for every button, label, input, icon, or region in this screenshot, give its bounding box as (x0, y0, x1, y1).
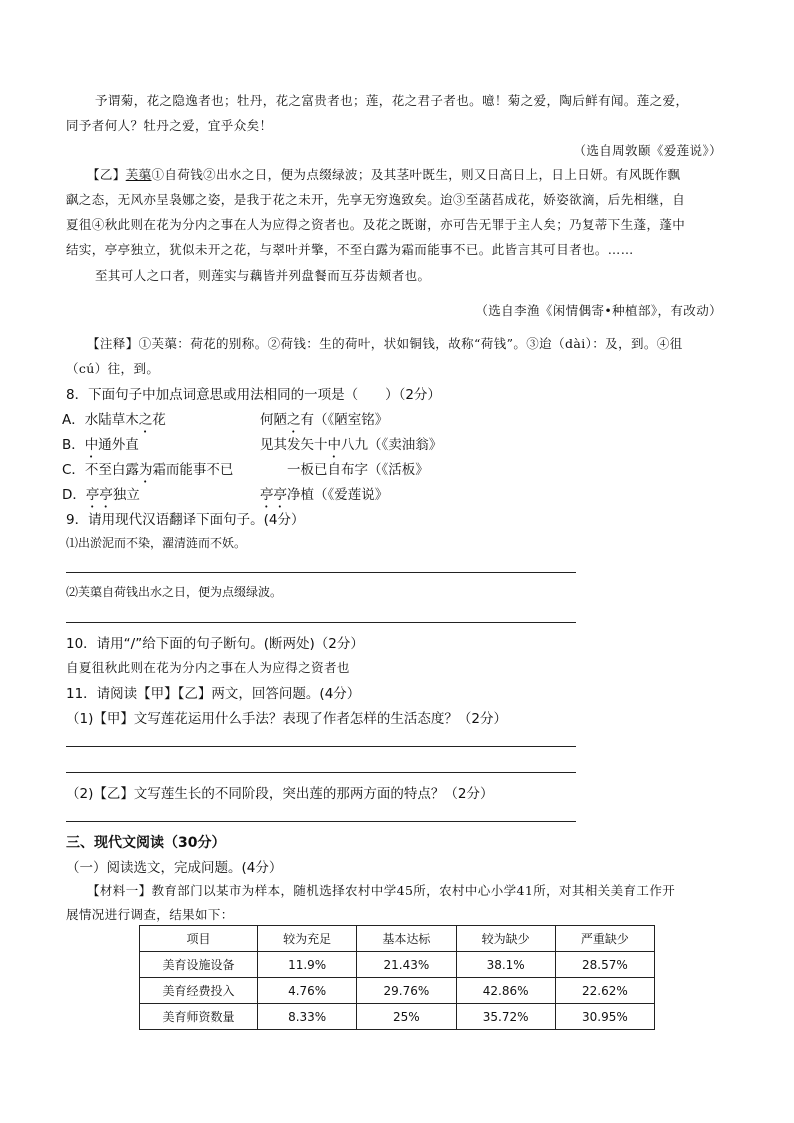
section3-title: 三、现代文阅读（30分） (66, 835, 226, 851)
table-cell: 21.43% (357, 952, 456, 978)
table-header: 基本达标 (357, 926, 456, 952)
table-header-row (140, 926, 655, 952)
q8-stem: 8．下面句子中加点词意思或用法相同的一项是（ ）（2分） (66, 387, 441, 403)
table-cell: 25% (357, 1004, 456, 1030)
q8-option-b-left: B．中通外直 (62, 437, 139, 453)
table-cell: 8.33% (258, 1004, 357, 1030)
yi-text-line1 (87, 165, 680, 183)
table-row (140, 978, 655, 1004)
q8-option-c-right: 一板已自布字（《活板》 (287, 462, 429, 478)
table-cell: 28.57% (555, 952, 654, 978)
q9-sentence1: ⑴出淤泥而不染，濯清涟而不妖。 (66, 536, 247, 550)
yi-text-line2: 飖之态，无风亦呈袅娜之姿，是我于花之未开，先享无穷逸致矣。迨③至菡萏成花，娇姿欲滴，后先相继，自 (66, 192, 686, 207)
survey-table (139, 925, 655, 1030)
jia-text-line1: 予谓菊，花之隐逸者也；牡丹，花之富贵者也；莲，花之君子者也。噫！菊之爱，陶后鲜有闻。莲之爱， (95, 93, 689, 108)
yi-label: 【乙】 (87, 167, 126, 182)
table-row (140, 1004, 655, 1030)
yi-source: （选自李渔《闲情偶寄•种植部》，有改动） (475, 303, 722, 318)
yi-text-line5: 至其可人之口者，则莲实与藕皆并列盘餐而互芬齿颊者也。 (95, 268, 431, 283)
table-row (140, 952, 655, 978)
table-header: 项目 (140, 926, 258, 952)
q8-option-d-left: D．亭亭独立 (62, 487, 140, 503)
table-header: 较为缺少 (456, 926, 555, 952)
q11-sub2: （2)【乙】文写莲生长的不同阶段，突出莲的那两方面的特点？（2分） (66, 786, 494, 802)
q8-option-a-right: 何陋之有（《陋室铭》 (260, 412, 389, 428)
q9-answer-line1[interactable] (66, 572, 576, 573)
notes-line1: 【注释】①芙蕖：荷花的别称。②荷钱：生的荷叶，状如铜钱，故称“荷钱”。③迨（dài）：及，到。④徂 (87, 336, 683, 351)
table-cell: 29.76% (357, 978, 456, 1004)
table-cell: 美育设施设备 (140, 952, 258, 978)
q8-option-d-right: 亭亭净植（《爱莲说》 (260, 487, 389, 503)
yi-word-furong: 芙蕖 (125, 167, 152, 182)
q8-option-b-right: 见其发矢十中八九（《卖油翁》 (260, 437, 443, 453)
table-cell: 38.1% (456, 952, 555, 978)
table-cell: 4.76% (258, 978, 357, 1004)
q9-answer-line2[interactable] (66, 622, 576, 623)
q9-sentence2: ⑵芙蕖自荷钱出水之日，便为点缀绿波。 (66, 585, 283, 599)
jia-text-line2: 同予者何人？牡丹之爱，宜乎众矣！ (66, 118, 273, 133)
table-header: 较为充足 (258, 926, 357, 952)
q8-option-a-left: A．水陆草木之花 (62, 412, 166, 428)
table-cell: 22.62% (555, 978, 654, 1004)
table-header: 严重缺少 (555, 926, 654, 952)
q10-stem: 10．请用“/”给下面的句子断句。(断两处)（2分） (66, 636, 364, 652)
table-cell: 42.86% (456, 978, 555, 1004)
table-cell: 30.95% (555, 1004, 654, 1030)
yi-text-line4: 结实，亭亭独立，犹似未开之花，与翠叶并擎，不至白露为霜而能事不已。此皆言其可目者也。…… (66, 242, 634, 257)
yi-text-line3: 夏徂④秋此则在花为分内之事在人为应得之资者也。及花之既谢，亦可告无罪于主人矣；乃复蒂下生蓬，蓬中 (66, 217, 686, 232)
q11-sub1: （1)【甲】文写莲花运用什么手法？表现了作者怎样的生活态度？（2分） (66, 711, 507, 727)
material1-line2: 展情况进行调查，结果如下： (66, 907, 234, 922)
q11-answer-line1[interactable] (66, 746, 576, 747)
table-cell: 35.72% (456, 1004, 555, 1030)
q11-stem: 11．请阅读【甲】【乙】两文，回答问题。(4分） (66, 686, 361, 702)
table-cell: 美育师资数量 (140, 1004, 258, 1030)
q9-stem: 9．请用现代汉语翻译下面句子。(4分） (66, 512, 305, 528)
notes-line2: （cú）往，到。 (66, 361, 160, 376)
q8-option-c-left: C．不至白露为霜而能事不已 (62, 462, 234, 478)
jia-source: （选自周敦颐《爱莲说》） (573, 143, 722, 158)
yi-line1-rest: ①自荷钱②出水之日，便为点缀绿波；及其茎叶既生，则又日高日上，日上日妍。有风既作飘 (151, 167, 681, 182)
table-cell: 美育经费投入 (140, 978, 258, 1004)
section3-subtitle: （一）阅读选文，完成问题。(4分） (66, 860, 283, 876)
material1-line1: 【材料一】教育部门以某市为样本，随机选择农村中学45所，农村中心小学41所，对其相关美育工作开 (87, 883, 676, 898)
q11-answer-line2[interactable] (66, 772, 576, 773)
q11-answer-line3[interactable] (66, 821, 576, 822)
q10-sentence: 自夏徂秋此则在花为分内之事在人为应得之资者也 (66, 660, 350, 675)
table-cell: 11.9% (258, 952, 357, 978)
